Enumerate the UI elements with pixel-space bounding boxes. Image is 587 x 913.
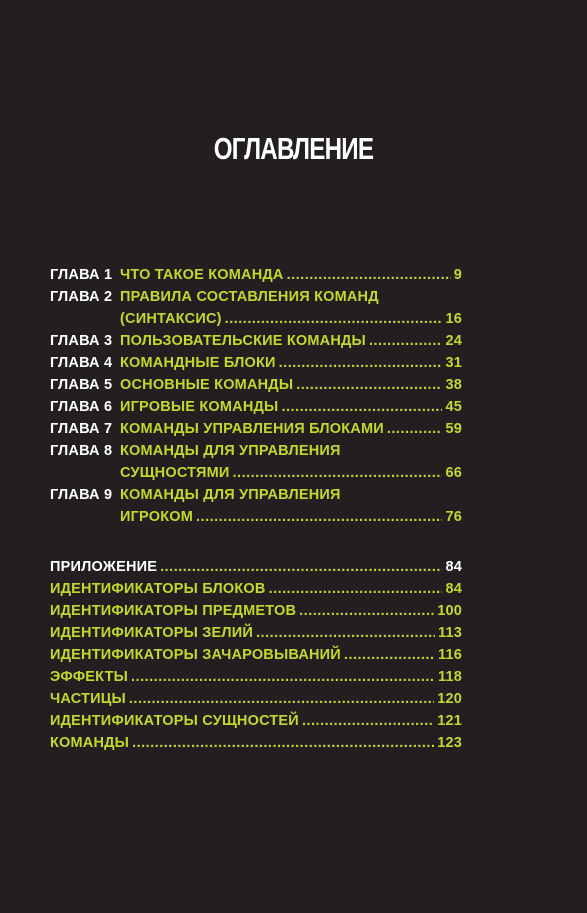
chapter-title: ОСНОВНЫЕ КОМАНДЫ — [120, 377, 294, 393]
chapter-label: ГЛАВА 1 — [50, 267, 113, 283]
chapter-label: ГЛАВА 9 — [50, 487, 113, 503]
toc-entry[interactable] — [50, 732, 462, 754]
leader-dots — [369, 330, 443, 352]
toc-entry[interactable] — [50, 396, 462, 418]
appendix-list — [50, 578, 462, 754]
chapter-label: ГЛАВА 5 — [50, 377, 113, 393]
leader-dots — [196, 506, 442, 528]
chapter-label: ГЛАВА 3 — [50, 333, 113, 349]
appendix-item-title: ЧАСТИЦЫ — [50, 691, 126, 707]
page-number: 16 — [445, 311, 462, 327]
appendix-item-title: ИДЕНТИФИКАТОРЫ ЗЕЛИЙ — [50, 625, 254, 641]
leader-dots — [131, 666, 435, 688]
chapter-label: ГЛАВА 8 — [50, 443, 113, 459]
page-number: 116 — [438, 647, 462, 663]
chapter-title: КОМАНДЫ УПРАВЛЕНИЯ БЛОКАМИ — [120, 421, 384, 437]
toc-entry[interactable] — [50, 418, 462, 440]
chapter-title: ПРАВИЛА СОСТАВЛЕНИЯ КОМАНД — [120, 289, 379, 305]
appendix-item-title: КОМАНДЫ — [50, 735, 130, 751]
toc-entry[interactable] — [50, 484, 462, 528]
toc-entry[interactable] — [50, 374, 462, 396]
page-title: ОГЛАВЛЕНИЕ — [213, 131, 374, 166]
page-number: 120 — [437, 691, 462, 707]
leader-dots — [269, 578, 443, 600]
chapter-title: ПОЛЬЗОВАТЕЛЬСКИЕ КОМАНДЫ — [120, 333, 366, 349]
appendix-item-title: ИДЕНТИФИКАТОРЫ СУЩНОСТЕЙ — [50, 713, 299, 729]
page-number: 118 — [438, 669, 462, 685]
appendix-item-title: ИДЕНТИФИКАТОРЫ ЗАЧАРОВЫВАНИЙ — [50, 647, 341, 663]
table-of-contents — [50, 264, 462, 754]
toc-entry[interactable] — [50, 330, 462, 352]
leader-dots — [287, 264, 451, 286]
toc-entry[interactable] — [50, 622, 462, 644]
appendix-label: ПРИЛОЖЕНИЕ — [50, 559, 158, 575]
leader-dots — [296, 374, 442, 396]
toc-entry[interactable] — [50, 666, 462, 688]
leader-dots — [299, 600, 434, 622]
appendix-item-title: ЭФФЕКТЫ — [50, 669, 129, 685]
chapter-label: ГЛАВА 7 — [50, 421, 113, 437]
page-number: 45 — [445, 399, 462, 415]
toc-entry[interactable] — [50, 264, 462, 286]
chapter-list — [50, 264, 462, 528]
leader-dots — [281, 396, 442, 418]
appendix-item-title: ИДЕНТИФИКАТОРЫ БЛОКОВ — [50, 581, 266, 597]
chapter-title: СУЩНОСТЯМИ — [120, 465, 230, 481]
leader-dots — [225, 308, 443, 330]
toc-entry[interactable] — [50, 578, 462, 600]
toc-entry[interactable] — [50, 644, 462, 666]
page-number: 31 — [445, 355, 462, 371]
leader-dots — [132, 732, 434, 754]
page-number: 100 — [437, 603, 462, 619]
page-number: 84 — [445, 581, 462, 597]
chapter-title: ИГРОВЫЕ КОМАНДЫ — [120, 399, 279, 415]
toc-entry[interactable] — [50, 352, 462, 374]
page-number: 84 — [445, 559, 462, 575]
leader-dots — [256, 622, 435, 644]
toc-entry[interactable] — [50, 286, 462, 330]
chapter-label: ГЛАВА 2 — [50, 289, 113, 305]
toc-entry[interactable] — [50, 710, 462, 732]
appendix-row[interactable] — [50, 556, 462, 578]
page-number: 123 — [437, 735, 462, 751]
leader-dots — [344, 644, 435, 666]
chapter-title: ЧТО ТАКОЕ КОМАНДА — [120, 267, 284, 283]
page-number: 59 — [445, 421, 462, 437]
chapter-label: ГЛАВА 6 — [50, 399, 113, 415]
page-number: 38 — [445, 377, 462, 393]
chapter-label: ГЛАВА 4 — [50, 355, 113, 371]
page-number: 113 — [438, 625, 462, 641]
leader-dots — [233, 462, 443, 484]
toc-entry[interactable] — [50, 688, 462, 710]
chapter-title: КОМАНДЫ ДЛЯ УПРАВЛЕНИЯ — [120, 443, 341, 459]
toc-entry[interactable] — [50, 440, 462, 484]
chapter-title: (СИНТАКСИС) — [120, 311, 222, 327]
page-number: 121 — [437, 713, 462, 729]
leader-dots — [129, 688, 434, 710]
leader-dots — [279, 352, 443, 374]
leader-dots — [387, 418, 443, 440]
appendix-item-title: ИДЕНТИФИКАТОРЫ ПРЕДМЕТОВ — [50, 603, 297, 619]
page-number: 76 — [445, 509, 462, 525]
page-number: 24 — [445, 333, 462, 349]
chapter-title: КОМАНДНЫЕ БЛОКИ — [120, 355, 276, 371]
section-gap — [50, 528, 462, 556]
leader-dots — [160, 556, 442, 578]
toc-entry[interactable] — [50, 600, 462, 622]
page-number: 66 — [445, 465, 462, 481]
chapter-title: КОМАНДЫ ДЛЯ УПРАВЛЕНИЯ — [120, 487, 341, 503]
page-number: 9 — [453, 267, 462, 283]
chapter-title: ИГРОКОМ — [120, 509, 194, 525]
leader-dots — [302, 710, 434, 732]
